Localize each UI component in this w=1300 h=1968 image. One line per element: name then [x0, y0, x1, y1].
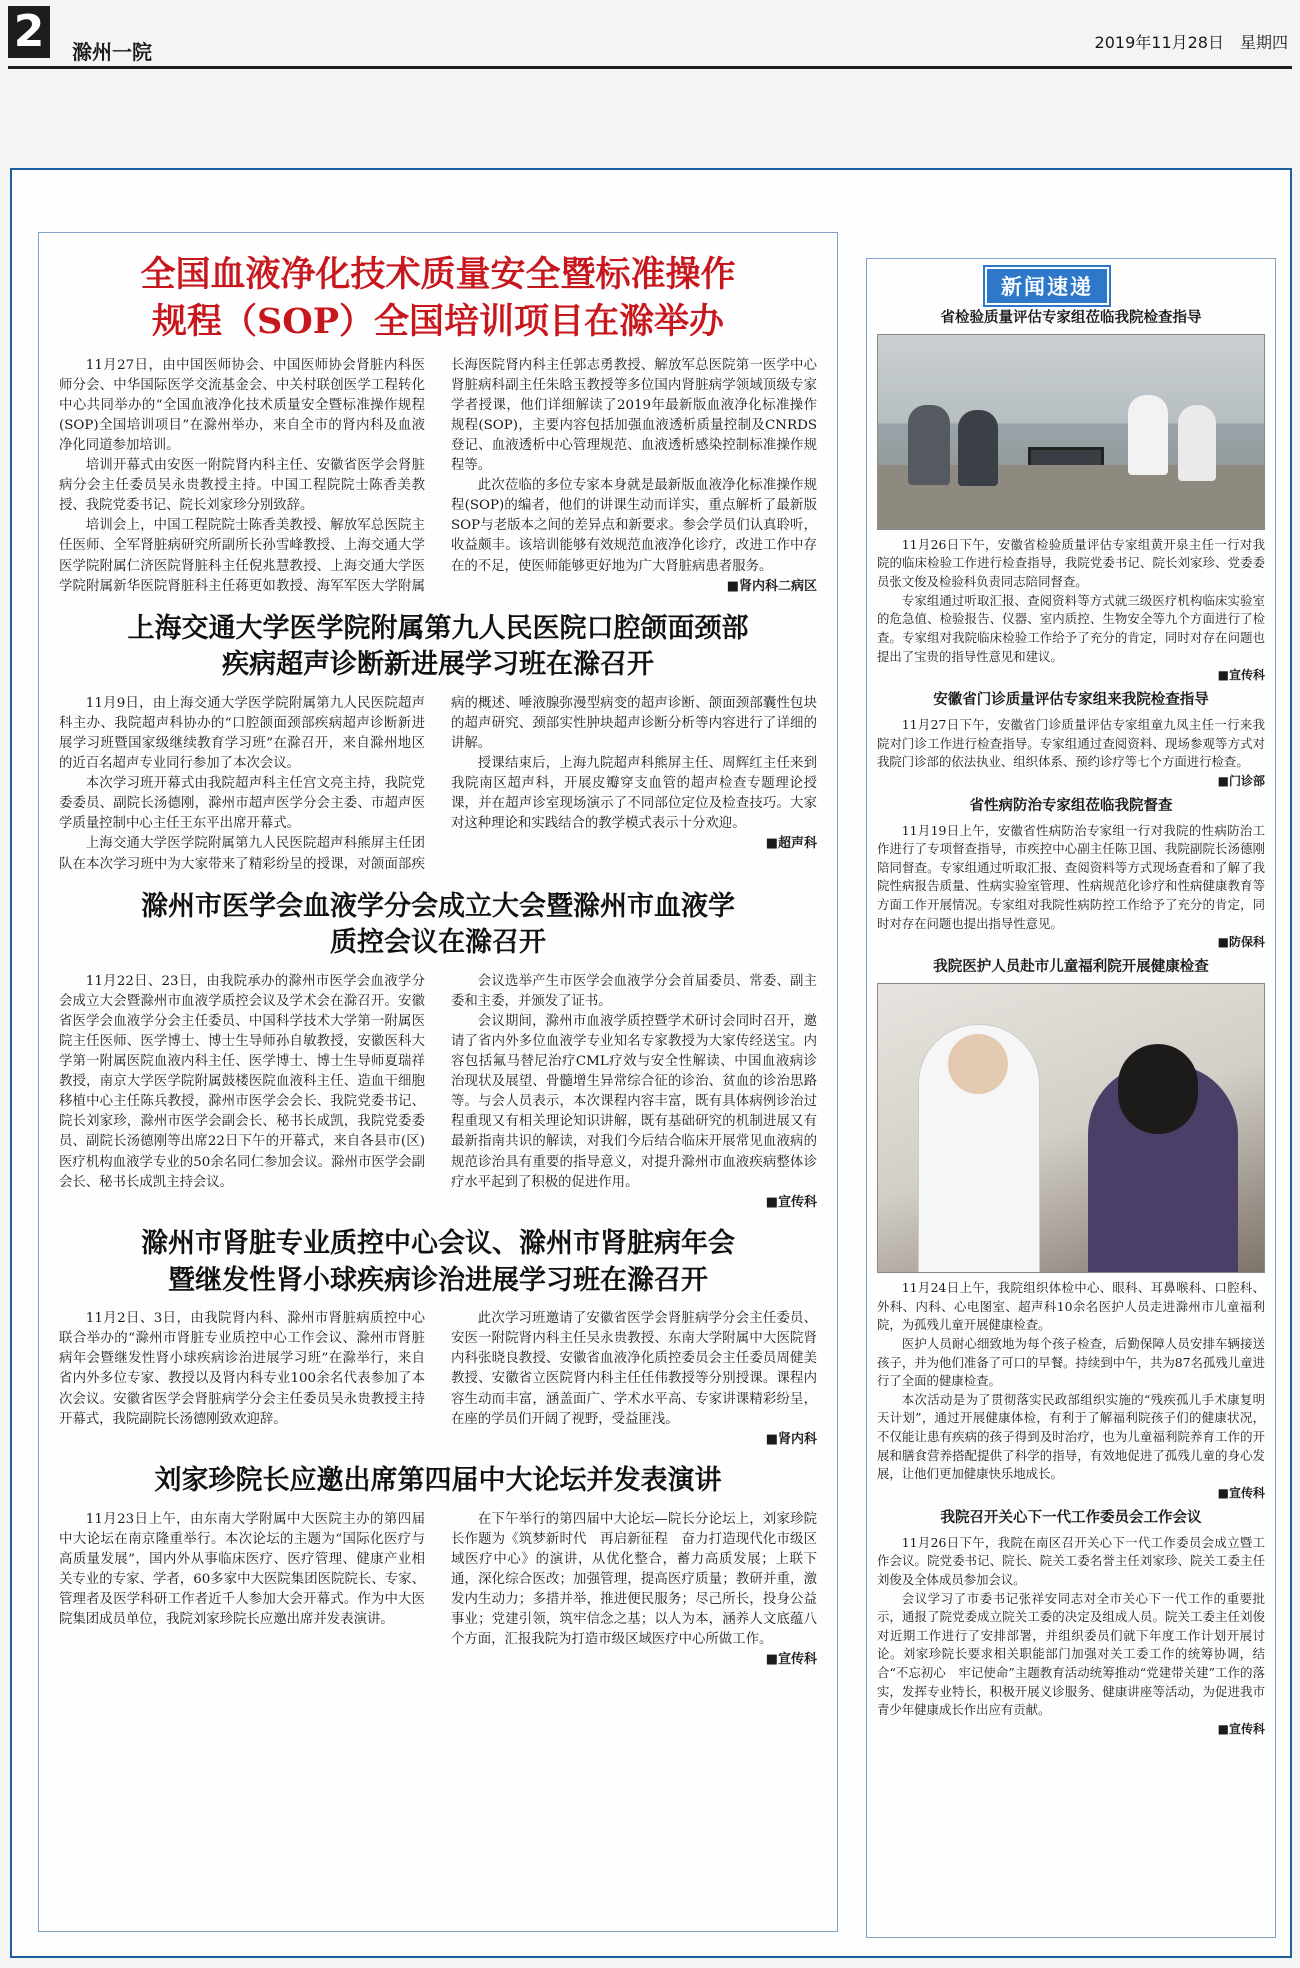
person-shape	[1178, 405, 1216, 481]
article-1	[59, 251, 817, 597]
brief-body: 11月26日下午，我院在南区召开关心下一代工作委员会成立暨工作会议。院党委书记、院长、院关工委名誉主任刘家珍、院关工委主任刘俊及全体成员参加会议。 会议学习了市委书记张祥安同志对全市关心下一代工作的重要批示，通报了院党委成立院关工委的决定及组成人员。院关工委主任刘俊对近期工作进行了安排部署，并组织委员们就下年度工作计划开展讨论。刘家珍院长要求相关职能部门加强对关工委工作的统筹协调，结合“不忘初心 牢记使命”主题教育活动统筹推动“党建带关建”工作的落实，发挥专业特长，积极开展义诊服务、健康讲座等活动，为促进我市青少年健康成长作出应有贡献。	[877, 1534, 1265, 1718]
brief-byline: ■门诊部	[1217, 773, 1265, 788]
article-body: 11月23日上午，由东南大学附属中大医院主办的第四届中大论坛在南京隆重举行。本次论坛的主题为“国际化医疗与高质量发展”，国内外从事临床医疗、医疗管理、健康产业相关专业的专家、学者，60多家中大医院集团医院院长、专家、管理者及医学科研工作者近千人参加大会开幕式。作为中大医院集团成员单位，我院刘家珍院长应邀出席并发表演讲。 在下午举行的第四届中大论坛—院长分论坛上，刘家珍院长作题为《筑梦新时代 再启新征程 奋力打造现代化市级区域医疗中心》的演讲，从优化整合，蓄力高质发展；上联下通，深化综合医改；加强管理，提高医疗质量；教研并重，激发内生动力；多措并举，推进便民服务；尽己所长，投身公益事业；党建引领，筑牢信念之基；以人为本，涵养人文底蕴八个方面，汇报我院为打造市级区域医疗中心所做工作。 ■宣传科	[59, 1510, 817, 1670]
article-headline: 滁州市肾脏专业质控中心会议、滁州市肾脏病年会 暨继发性肾小球疾病诊治进展学习班在滁召开	[141, 1228, 735, 1296]
news-brief-tag: 新闻速递	[985, 267, 1109, 305]
article-body: 11月22日、23日，由我院承办的滁州市医学会血液学分会成立大会暨滁州市血液学质控会议及学术会在滁召开。安徽省医学会血液学分会主任委员、中国科学技术大学第一附属医院主任医师、医学博士、博士生导师孙自敏教授，安徽医科大学第一附属医院血液内科主任、医学博士、博士生导师夏瑞祥教授，南京大学医学院附属鼓楼医院血液科主任、造血干细胞移植中心主任陈兵教授，滁州市医学会会长、我院党委书记、院长刘家珍，滁州市医学会副会长、秘书长成凯，我院党委委员、副院长汤德刚等出席22日下午的开幕式，来自各县市(区)医疗机构血液学专业的50余名同仁参加会议。滁州市医学会副会长、秘书长成凯主持会议。 会议选举产生市医学会血液学分会首届委员、常委、副主委和主委，并颁发了证书。 会议期间，滁州市血液学质控暨学术研讨会同时召开，邀请了省内外多位血液学专业知名专家教授为大家传经送宝。内容包括氟马替尼治疗CML疗效与安全性解读、中国血液病诊治现状及展望、骨髓增生异常综合征的诊治、贫血的诊治思路等。与会人员表示，本次课程内容丰富，既有具体病例诊治过程重现又有相关理论知识讲解，既有基础研究的机制进展又有最新指南共识的解读，对我们今后结合临床开展常见血液病的规范诊治具有重要的指导意义，对提升滁州市血液疾病整体诊疗水平起到了积极的促进作用。 ■宣传科	[59, 972, 817, 1213]
article-headline: 刘家珍院长应邀出席第四届中大论坛并发表演讲	[154, 1465, 722, 1497]
brief-title: 省性病防治专家组莅临我院督查	[969, 797, 1173, 814]
article-5	[59, 1463, 817, 1670]
brief-body: 11月27日下午，安徽省门诊质量评估专家组童九凤主任一行来我院对门诊工作进行检查指导。专家组通过查阅资料、现场参观等方式对我院门诊部的依法执业、组织体系、预约诊疗等七个方面进行检查。	[877, 716, 1265, 770]
article-byline: ■肾内科	[765, 1431, 817, 1447]
article-3	[59, 889, 817, 1213]
article-body: 11月27日，由中国医师协会、中国医师协会肾脏内科医师分会、中华国际医学交流基金会、中关村联创医学工程转化中心共同举办的“全国血液净化技术质量安全暨标准操作规程(SOP)全国培训项目”在滁州举办，来自全市的肾内科及血液净化同道参加培训。 培训开幕式由安医一附院肾内科主任、安徽省医学会肾脏病分会主任委员吴永贵教授主持。中国工程院院士陈香美教授、我院党委书记、院长刘家珍分别致辞。 培训会上，中国工程院院士陈香美教授、解放军总医院主任医师、全军肾脏病研究所副所长孙雪峰教授、上海交通大学医学院附属仁济医院肾脏科主任倪兆慧教授、上海交通大学医学院附属新华医院肾脏科主任蒋更如教授、海军军医大学附属长海医院肾内科主任郭志勇教授、解放军总医院第一医学中心肾脏病科副主任朱晗玉教授等多位国内肾脏病学领域顶级专家学者授课，他们详细解读了2019年最新版血液净化标准操作规程(SOP)，主要内容包括加强血液透析质量控制及CNRDS登记、血液透析中心管理规范、血液透析感染控制标准操作规程等。 此次莅临的多位专家本身就是最新版血液净化标准操作规程(SOP)的编者，他们的讲课生动而详实，重点解析了最新版SOP与老版本之间的差异点和新要求。参会学员们认真聆听，收益颇丰。该培训能够有效规范血液净化诊疗，改进工作中存在的不足，使医师能够更好地为广大肾脏病患者服务。 ■肾内科二病区	[59, 356, 817, 597]
person-shape	[958, 410, 998, 486]
child-head-shape	[1118, 1044, 1198, 1134]
article-headline: 全国血液净化技术质量安全暨标准操作 规程（SOP）全国培训项目在滁举办	[140, 254, 736, 343]
article-4	[59, 1226, 817, 1449]
article-2	[59, 611, 817, 875]
brief-byline: ■宣传科	[1217, 1485, 1265, 1500]
brief-body: 11月19日上午，安徽省性病防治专家组一行对我院的性病防治工作进行了专项督查指导，市疾控中心副主任陈卫国、我院副院长汤德刚陪同督查。专家组通过听取汇报、查阅资料等方式现场查看和了解了我院性病报告质量、性病实验室管理、性病规范化诊疗和性病健康教育等方面工作开展情况。专家组对我院性病防控工作给予了充分的肯定，同时对存在问题也提出指导性意见。	[877, 822, 1265, 931]
brief-title: 安徽省门诊质量评估专家组来我院检查指导	[933, 692, 1209, 709]
main-column	[38, 232, 838, 1932]
article-byline: ■超声科	[765, 836, 817, 852]
brief-title: 我院医护人员赴市儿童福利院开展健康检查	[933, 959, 1209, 976]
brief-byline: ■防保科	[1217, 935, 1265, 950]
brief-byline: ■宣传科	[1217, 668, 1265, 683]
doctor-head-shape	[948, 1034, 1008, 1094]
brief-title: 我院召开关心下一代工作委员会工作会议	[940, 1509, 1202, 1526]
brief-item-4	[877, 958, 1265, 1501]
person-shape	[1128, 395, 1168, 475]
brief-item-3	[877, 797, 1265, 951]
news-brief-column	[866, 258, 1276, 1938]
meeting-photo	[877, 334, 1265, 530]
health-check-photo	[877, 983, 1265, 1273]
page-header	[0, 0, 1300, 100]
page-number: 2	[8, 6, 50, 58]
brief-body: 11月26日下午，安徽省检验质量评估专家组黄开泉主任一行对我院的临床检验工作进行检查指导，我院党委书记、院长刘家珍、党委委员张文俊及检验科负责同志陪同督查。 专家组通过听取汇报、查阅资料等方式就三级医疗机构临床实验室的危急值、检验报告、仪器、室内质控、生物安全等九个方面进行了检查。专家组对我院临床检验工作给予了充分的肯定，同时对存在问题也提出了宝贵的指导性意见和建议。	[877, 536, 1265, 664]
article-headline: 上海交通大学医学院附属第九人民医院口腔颌面颈部 疾病超声诊断新进展学习班在滁召开	[127, 612, 749, 681]
paper-name: 滁州一院	[72, 40, 152, 64]
brief-body: 11月24日上午，我院组织体检中心、眼科、耳鼻喉科、口腔科、外科、内科、心电图室、超声科10余名医护人员走进滁州市儿童福利院，为孤残儿童开展健康检查。 医护人员耐心细致地为每个孩子检查，后勤保障人员安排车辆接送孩子，并为他们准备了可口的早餐。持续到中午，共为87名孤残儿童进行了全面的健康检查。 本次活动是为了贯彻落实民政部组织实施的“残疾孤儿手术康复明天计划”，通过开展健康体检，有利于了解福利院孩子们的健康状况，不仅能让患有疾病的孩子得到及时治疗，也为儿童福利院养育工作的开展和膳食营养搭配提供了科学的指导，有效地促进了孤残儿童的身心发展，让他们更加健康快乐地成长。	[877, 1280, 1265, 1482]
article-body: 11月9日，由上海交通大学医学院附属第九人民医院超声科主办、我院超声科协办的“口腔颌面颈部疾病超声诊断新进展学习班暨国家级继续教育学习班”在滁召开，来自滁州地区的近百名超声专业同行参加了本次会议。 本次学习班开幕式由我院超声科主任宫文亮主持，我院党委委员、副院长汤德刚，滁州市超声医学分会主委、市超声医学质量控制中心主任王东平出席开幕式。 上海交通大学医学院附属第九人民医院超声科熊屏主任团队在本次学习班中为大家带来了精彩纷呈的授课，对颌面部疾病的概述、唾液腺弥漫型病变的超声诊断、颌面颈部囊性包块的超声研究、颈部实性肿块超声诊断分析等内容进行了详细的讲解。 授课结束后，上海九院超声科熊屏主任、周辉红主任来到我院南区超声科，开展皮瓣穿支血管的超声检查专题理论授课，并在超声诊室现场演示了不同部位定位及检查技巧。大家对这种理论和实践结合的教学模式表示十分欢迎。 ■超声科	[59, 695, 817, 872]
brief-item-5	[877, 1509, 1265, 1737]
brief-title: 省检验质量评估专家组莅临我院检查指导	[940, 310, 1202, 326]
header-rule	[8, 66, 1292, 69]
article-byline: ■宣传科	[765, 1652, 817, 1668]
article-body: 11月2日、3日，由我院肾内科、滁州市肾脏病质控中心联合举办的“滁州市肾脏专业质控中心工作会议、滁州市肾脏病年会暨继发性肾小球疾病诊治进展学习班”在滁举行，来自省内外多位专家、教授以及肾内科专业100余名代表参加了本次会议。安徽省医学会肾脏病学分会主任委员吴永贵教授主持开幕式，我院副院长汤德刚致欢迎辞。 此次学习班邀请了安徽省医学会肾脏病学分会主任委员、安医一附院肾内科主任吴永贵教授、东南大学附属中大医院肾内科张晓良教授、安徽省血液净化质控委员会主任委员周健美教授、安徽省立医院肾内科主任任伟教授等分别授课。课程内容生动而丰富，涵盖面广、学术水平高、专家讲课精彩纷呈，在座的学员们开阔了视野，受益匪浅。 ■肾内科	[59, 1309, 817, 1449]
article-byline: ■肾内科二病区	[726, 578, 817, 594]
person-shape	[908, 405, 950, 485]
brief-item-2	[877, 691, 1265, 789]
article-headline: 滁州市医学会血液学分会成立大会暨滁州市血液学 质控会议在滁召开	[141, 890, 735, 959]
brief-item-1	[877, 309, 1265, 683]
article-byline: ■宣传科	[765, 1194, 817, 1210]
brief-byline: ■宣传科	[1217, 1721, 1265, 1736]
issue-date: 2019年11月28日 星期四	[1094, 33, 1288, 52]
